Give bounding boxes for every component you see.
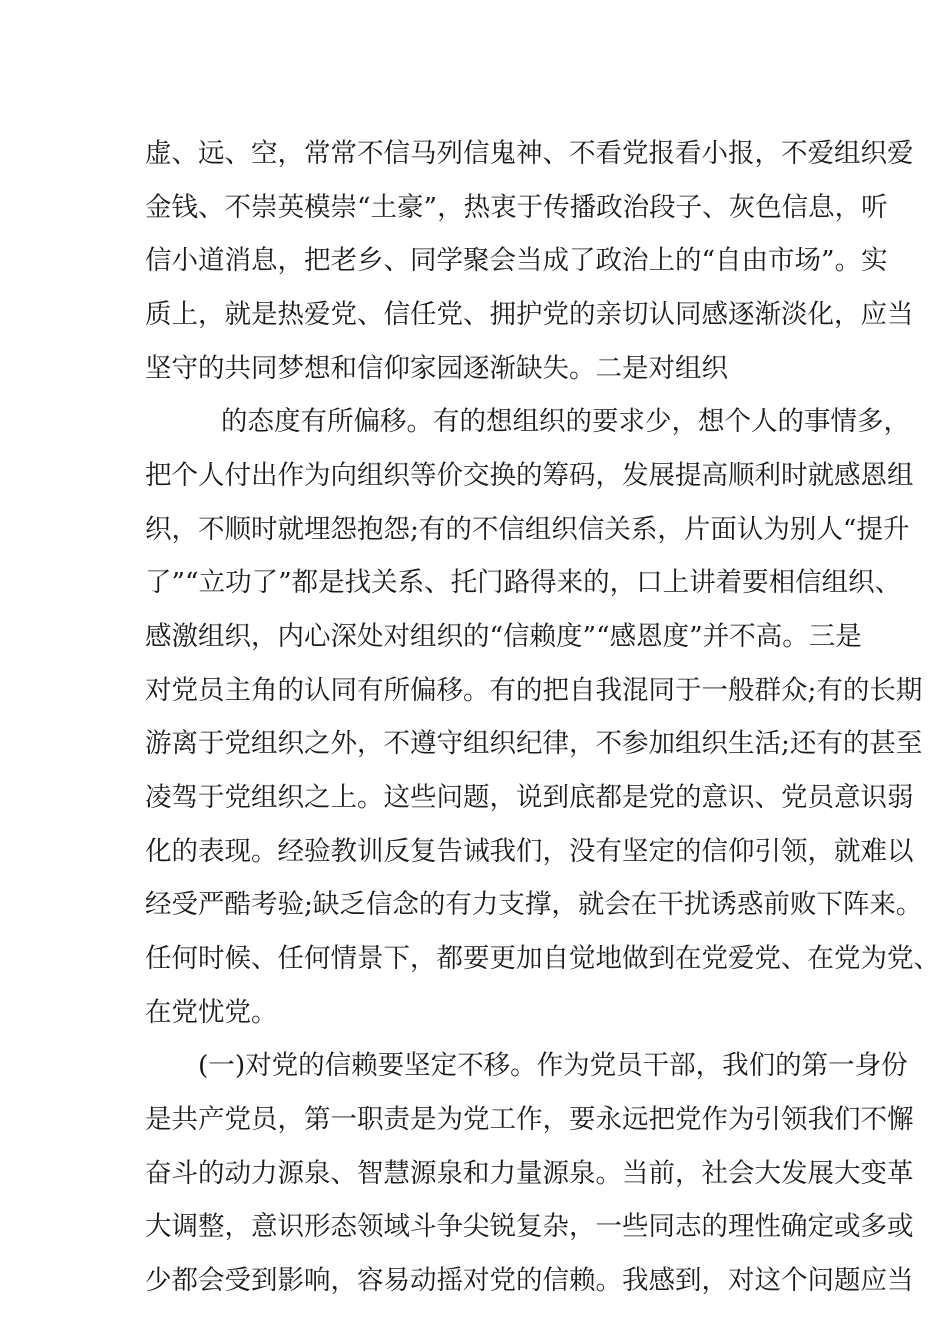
text-line: 坚守的共同梦想和信仰家园逐渐缺失。二是对组织 — [145, 353, 728, 384]
text-line: 化的表现。经验教训反复告诫我们，没有坚定的信仰引领，就难以 — [145, 836, 914, 867]
text-line: 任何时候、任何情景下，都要更加自觉地做到在党爱党、在党为党、 — [145, 943, 940, 974]
text-line: 了”“立功了”都是找关系、托门路得来的，口上讲着要相信组织、 — [145, 567, 902, 598]
text-line: 在党忧党。 — [145, 997, 278, 1028]
text-line: 奋斗的动力源泉、智慧源泉和力量源泉。当前，社会大发展大变革 — [145, 1158, 914, 1189]
text-line: 的态度有所偏移。有的想组织的要求少，想个人的事情多， — [221, 406, 910, 437]
text-line: 大调整，意识形态领域斗争尖锐复杂，一些同志的理性确定或多或 — [145, 1211, 914, 1242]
text-line: 织，不顺时就埋怨抱怨;有的不信组织信关系，片面认为别人“提升 — [145, 514, 910, 545]
text-line: (一)对党的信赖要坚定不移。作为党员干部，我们的第一身份 — [198, 1050, 908, 1081]
text-line: 游离于党组织之外，不遵守组织纪律，不参加组织生活;还有的甚至 — [145, 728, 923, 759]
text-line: 虚、远、空，常常不信马列信鬼神、不看党报看小报，不爱组织爱 — [145, 138, 914, 169]
text-line: 把个人付出作为向组织等价交换的筹码，发展提高顺利时就感恩组 — [145, 460, 914, 491]
text-line: 质上，就是热爱党、信任党、拥护党的亲切认同感逐渐淡化，应当 — [145, 299, 914, 330]
text-line: 对党员主角的认同有所偏移。有的把自我混同于一般群众;有的长期 — [145, 675, 923, 706]
text-line: 是共产党员，第一职责是为党工作，要永远把党作为引领我们不懈 — [145, 1104, 914, 1135]
text-line: 金钱、不崇英模崇“土豪”，热衷于传播政治段子、灰色信息，听 — [145, 192, 888, 223]
text-line: 少都会受到影响，容易动摇对党的信赖。我感到，对这个问题应当 — [145, 1265, 914, 1296]
text-line: 经受严酷考验;缺乏信念的有力支撑，就会在干扰诱惑前败下阵来。 — [145, 889, 923, 920]
text-line: 信小道消息，把老乡、同学聚会当成了政治上的“自由市场”。实 — [145, 245, 888, 276]
text-line: 凌驾于党组织之上。这些问题，说到底都是党的意识、党员意识弱 — [145, 782, 914, 813]
text-line: 感激组织，内心深处对组织的“信赖度”“感恩度”并不高。三是 — [145, 621, 862, 652]
